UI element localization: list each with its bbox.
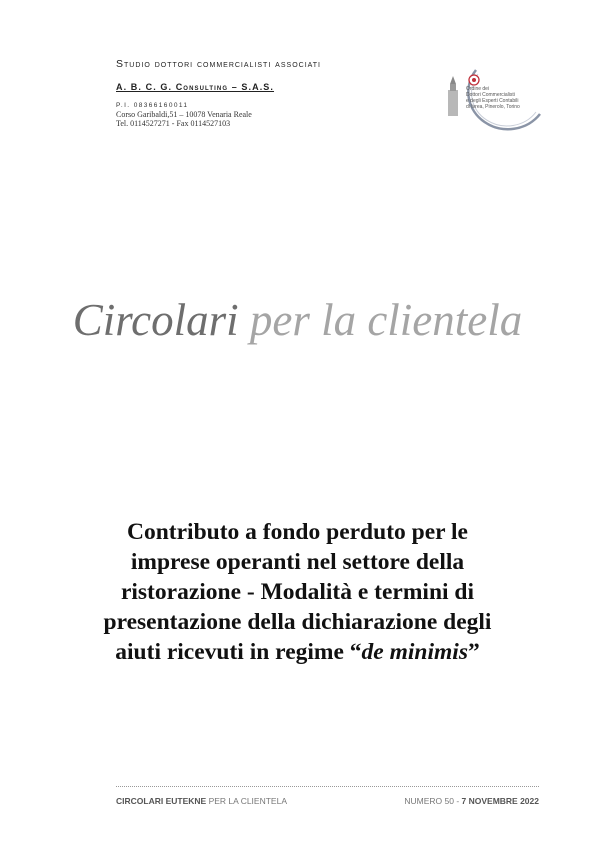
footer-issue-date: 7 NOVEMBRE 2022 (461, 796, 539, 806)
logo-line: Ordine dei (466, 86, 490, 92)
title-line: ristorazione - Modalità e termini di (120, 579, 475, 605)
title-line: presentazione della dichiarazione degli (103, 609, 492, 635)
title-emphasis: de minimis (361, 639, 468, 665)
series-title (0, 294, 595, 346)
order-logo-text (466, 86, 520, 110)
title-line: imprese operanti nel settore della (130, 549, 465, 575)
company-name: A. B. C. G. Consulting – S.A.S. (116, 82, 275, 92)
phone-line: Tel. 0114527271 - Fax 0114527103 (116, 119, 231, 128)
title-closing-quote: ” (467, 639, 480, 665)
footer-issue (404, 796, 539, 806)
title-line (60, 637, 535, 667)
footer-divider (116, 786, 539, 787)
title-line: Contributo a fondo perduto per le (127, 519, 468, 545)
footer-series-rest: PER LA CLIENTELA (206, 796, 287, 806)
footer-series (116, 796, 287, 806)
logo-line: Dottori Commercialisti (466, 92, 515, 98)
footer-issue-number: NUMERO 50 - (404, 796, 462, 806)
series-title-rest: per la clientela (249, 295, 523, 345)
contact-block (116, 110, 252, 128)
logo-line: e degli Esperti Contabili (466, 98, 519, 104)
title-line-text: aiuti ricevuti in regime “ (115, 639, 362, 665)
address-line: Corso Garibaldi,51 – 10078 Venaria Reale (116, 110, 252, 119)
document-title (60, 517, 535, 667)
vat-number: P.I. 08366160011 (116, 102, 189, 109)
series-title-main: Circolari (72, 295, 239, 345)
logo-line: di Ivrea, Pinerolo, Torino (466, 104, 520, 110)
footer-series-bold: CIRCOLARI EUTEKNE (116, 796, 207, 806)
studio-heading: Studio dottori commercialisti associati (116, 58, 322, 70)
order-logo (436, 64, 548, 134)
